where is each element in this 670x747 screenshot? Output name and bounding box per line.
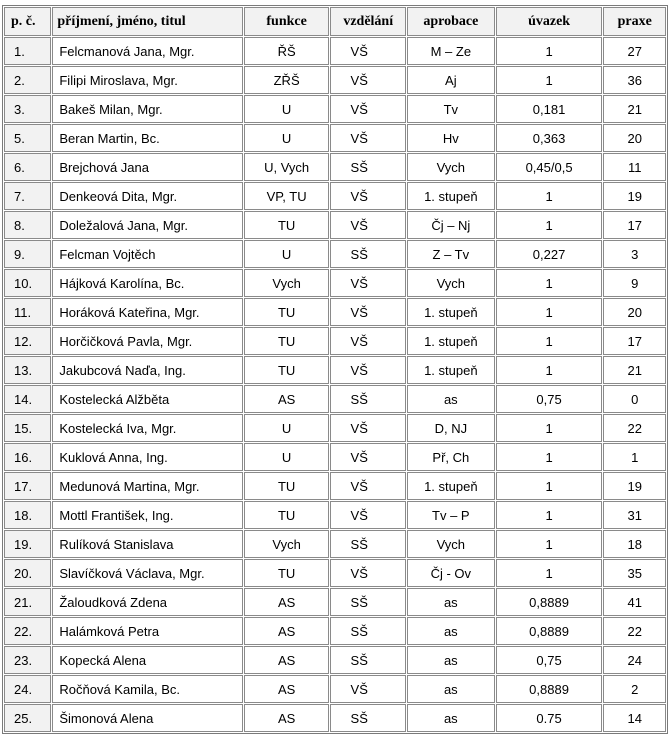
cell-name: Jakubcová Naďa, Ing. <box>52 356 242 384</box>
table-row <box>4 646 666 674</box>
cell-vzdelani: VŠ <box>330 327 406 355</box>
cell-funkce: AS <box>244 385 330 413</box>
cell-name: Horčičková Pavla, Mgr. <box>52 327 242 355</box>
cell-name: Medunová Martina, Mgr. <box>52 472 242 500</box>
cell-name: Denkeová Dita, Mgr. <box>52 182 242 210</box>
cell-no: 18. <box>4 501 51 529</box>
table-row <box>4 443 666 471</box>
cell-uvazek: 1 <box>496 501 603 529</box>
header-aprobace: aprobace <box>407 7 495 36</box>
cell-name: Kopecká Alena <box>52 646 242 674</box>
cell-name: Kuklová Anna, Ing. <box>52 443 242 471</box>
cell-funkce: ZŘŠ <box>244 66 330 94</box>
cell-praxe: 17 <box>603 211 666 239</box>
cell-name: Halámková Petra <box>52 617 242 645</box>
table-row <box>4 298 666 326</box>
cell-aprobace: Př, Ch <box>407 443 495 471</box>
table-row <box>4 240 666 268</box>
cell-praxe: 11 <box>603 153 666 181</box>
cell-vzdelani: VŠ <box>330 443 406 471</box>
cell-vzdelani: VŠ <box>330 269 406 297</box>
cell-funkce: AS <box>244 675 330 703</box>
table-row <box>4 559 666 587</box>
cell-aprobace: 1. stupeň <box>407 356 495 384</box>
table-row <box>4 182 666 210</box>
cell-uvazek: 0,181 <box>496 95 603 123</box>
cell-aprobace: Vych <box>407 153 495 181</box>
cell-aprobace: as <box>407 617 495 645</box>
cell-uvazek: 0,8889 <box>496 588 603 616</box>
cell-name: Slavíčková Václava, Mgr. <box>52 559 242 587</box>
cell-uvazek: 0,227 <box>496 240 603 268</box>
cell-aprobace: Vych <box>407 530 495 558</box>
cell-name: Hájková Karolína, Bc. <box>52 269 242 297</box>
cell-vzdelani: VŠ <box>330 559 406 587</box>
cell-no: 8. <box>4 211 51 239</box>
cell-aprobace: as <box>407 588 495 616</box>
cell-uvazek: 0.75 <box>496 704 603 732</box>
cell-praxe: 1 <box>603 443 666 471</box>
table-row <box>4 472 666 500</box>
cell-praxe: 9 <box>603 269 666 297</box>
cell-name: Horáková Kateřina, Mgr. <box>52 298 242 326</box>
cell-aprobace: 1. stupeň <box>407 327 495 355</box>
cell-no: 2. <box>4 66 51 94</box>
cell-no: 9. <box>4 240 51 268</box>
cell-funkce: TU <box>244 559 330 587</box>
cell-vzdelani: VŠ <box>330 182 406 210</box>
cell-uvazek: 1 <box>496 66 603 94</box>
cell-funkce: Vych <box>244 530 330 558</box>
cell-vzdelani: SŠ <box>330 704 406 732</box>
cell-name: Beran Martin, Bc. <box>52 124 242 152</box>
cell-aprobace: Tv – P <box>407 501 495 529</box>
cell-name: Kostelecká Alžběta <box>52 385 242 413</box>
cell-vzdelani: VŠ <box>330 298 406 326</box>
cell-vzdelani: VŠ <box>330 414 406 442</box>
table-row <box>4 211 666 239</box>
cell-no: 16. <box>4 443 51 471</box>
cell-funkce: Vych <box>244 269 330 297</box>
cell-uvazek: 1 <box>496 530 603 558</box>
cell-funkce: AS <box>244 704 330 732</box>
cell-no: 12. <box>4 327 51 355</box>
cell-praxe: 17 <box>603 327 666 355</box>
header-praxe: praxe <box>603 7 666 36</box>
cell-vzdelani: VŠ <box>330 211 406 239</box>
cell-no: 21. <box>4 588 51 616</box>
table-row <box>4 153 666 181</box>
table-row <box>4 66 666 94</box>
cell-praxe: 0 <box>603 385 666 413</box>
cell-name: Bakeš Milan, Mgr. <box>52 95 242 123</box>
table-row <box>4 617 666 645</box>
cell-praxe: 20 <box>603 298 666 326</box>
header-funkce: funkce <box>244 7 330 36</box>
cell-funkce: VP, TU <box>244 182 330 210</box>
cell-name: Kostelecká Iva, Mgr. <box>52 414 242 442</box>
cell-name: Felcmanová Jana, Mgr. <box>52 37 242 65</box>
cell-name: Felcman Vojtěch <box>52 240 242 268</box>
cell-no: 13. <box>4 356 51 384</box>
header-name: příjmení, jméno, titul <box>52 7 242 36</box>
cell-vzdelani: SŠ <box>330 588 406 616</box>
cell-aprobace: Hv <box>407 124 495 152</box>
staff-table <box>2 5 668 734</box>
cell-no: 24. <box>4 675 51 703</box>
table-row <box>4 530 666 558</box>
cell-praxe: 21 <box>603 95 666 123</box>
cell-vzdelani: SŠ <box>330 617 406 645</box>
cell-no: 10. <box>4 269 51 297</box>
cell-aprobace: as <box>407 675 495 703</box>
cell-vzdelani: SŠ <box>330 530 406 558</box>
table-row <box>4 675 666 703</box>
cell-aprobace: M – Ze <box>407 37 495 65</box>
table-header-row <box>4 7 666 36</box>
cell-praxe: 19 <box>603 472 666 500</box>
cell-uvazek: 1 <box>496 182 603 210</box>
cell-praxe: 19 <box>603 182 666 210</box>
cell-aprobace: D, NJ <box>407 414 495 442</box>
cell-praxe: 41 <box>603 588 666 616</box>
cell-praxe: 22 <box>603 414 666 442</box>
cell-name: Ročňová Kamila, Bc. <box>52 675 242 703</box>
table-row <box>4 269 666 297</box>
cell-funkce: ŘŠ <box>244 37 330 65</box>
cell-funkce: TU <box>244 327 330 355</box>
cell-funkce: U <box>244 240 330 268</box>
cell-uvazek: 1 <box>496 559 603 587</box>
cell-vzdelani: VŠ <box>330 472 406 500</box>
cell-uvazek: 1 <box>496 356 603 384</box>
cell-aprobace: Vych <box>407 269 495 297</box>
cell-funkce: AS <box>244 588 330 616</box>
staff-table-container <box>2 5 668 734</box>
cell-uvazek: 1 <box>496 269 603 297</box>
table-row <box>4 414 666 442</box>
cell-vzdelani: SŠ <box>330 240 406 268</box>
cell-no: 17. <box>4 472 51 500</box>
cell-uvazek: 1 <box>496 327 603 355</box>
header-uvazek: úvazek <box>496 7 603 36</box>
cell-no: 19. <box>4 530 51 558</box>
cell-uvazek: 0,45/0,5 <box>496 153 603 181</box>
cell-funkce: U <box>244 414 330 442</box>
cell-no: 25. <box>4 704 51 732</box>
cell-aprobace: Aj <box>407 66 495 94</box>
cell-praxe: 3 <box>603 240 666 268</box>
cell-name: Šimonová Alena <box>52 704 242 732</box>
cell-aprobace: Tv <box>407 95 495 123</box>
table-row <box>4 588 666 616</box>
cell-funkce: TU <box>244 472 330 500</box>
cell-no: 11. <box>4 298 51 326</box>
cell-praxe: 20 <box>603 124 666 152</box>
cell-aprobace: as <box>407 704 495 732</box>
cell-uvazek: 1 <box>496 37 603 65</box>
cell-praxe: 21 <box>603 356 666 384</box>
table-row <box>4 385 666 413</box>
cell-vzdelani: VŠ <box>330 37 406 65</box>
cell-aprobace: 1. stupeň <box>407 182 495 210</box>
cell-aprobace: Čj - Ov <box>407 559 495 587</box>
cell-no: 3. <box>4 95 51 123</box>
cell-praxe: 2 <box>603 675 666 703</box>
cell-funkce: U <box>244 124 330 152</box>
cell-vzdelani: VŠ <box>330 356 406 384</box>
cell-aprobace: Z – Tv <box>407 240 495 268</box>
cell-aprobace: Čj – Nj <box>407 211 495 239</box>
cell-funkce: U <box>244 95 330 123</box>
cell-uvazek: 1 <box>496 443 603 471</box>
cell-funkce: AS <box>244 646 330 674</box>
cell-uvazek: 0,75 <box>496 385 603 413</box>
table-row <box>4 95 666 123</box>
table-row <box>4 704 666 732</box>
table-row <box>4 37 666 65</box>
cell-no: 7. <box>4 182 51 210</box>
cell-praxe: 22 <box>603 617 666 645</box>
cell-no: 20. <box>4 559 51 587</box>
cell-name: Brejchová Jana <box>52 153 242 181</box>
cell-vzdelani: SŠ <box>330 385 406 413</box>
table-row <box>4 356 666 384</box>
cell-praxe: 35 <box>603 559 666 587</box>
cell-no: 1. <box>4 37 51 65</box>
cell-uvazek: 0,363 <box>496 124 603 152</box>
cell-funkce: TU <box>244 211 330 239</box>
cell-uvazek: 0,8889 <box>496 617 603 645</box>
cell-uvazek: 1 <box>496 414 603 442</box>
cell-vzdelani: VŠ <box>330 501 406 529</box>
cell-name: Doležalová Jana, Mgr. <box>52 211 242 239</box>
cell-name: Rulíková Stanislava <box>52 530 242 558</box>
cell-aprobace: 1. stupeň <box>407 472 495 500</box>
cell-praxe: 31 <box>603 501 666 529</box>
cell-funkce: TU <box>244 501 330 529</box>
cell-praxe: 27 <box>603 37 666 65</box>
cell-aprobace: as <box>407 646 495 674</box>
cell-vzdelani: SŠ <box>330 153 406 181</box>
cell-vzdelani: VŠ <box>330 66 406 94</box>
cell-name: Žaloudková Zdena <box>52 588 242 616</box>
cell-no: 5. <box>4 124 51 152</box>
cell-aprobace: as <box>407 385 495 413</box>
cell-name: Mottl František, Ing. <box>52 501 242 529</box>
cell-uvazek: 1 <box>496 211 603 239</box>
table-row <box>4 124 666 152</box>
table-row <box>4 501 666 529</box>
cell-aprobace: 1. stupeň <box>407 298 495 326</box>
cell-vzdelani: VŠ <box>330 675 406 703</box>
cell-vzdelani: VŠ <box>330 124 406 152</box>
table-row <box>4 327 666 355</box>
cell-uvazek: 1 <box>496 472 603 500</box>
cell-praxe: 36 <box>603 66 666 94</box>
cell-funkce: AS <box>244 617 330 645</box>
cell-no: 15. <box>4 414 51 442</box>
cell-praxe: 24 <box>603 646 666 674</box>
cell-uvazek: 0,75 <box>496 646 603 674</box>
cell-funkce: U, Vych <box>244 153 330 181</box>
cell-praxe: 18 <box>603 530 666 558</box>
cell-no: 22. <box>4 617 51 645</box>
cell-praxe: 14 <box>603 704 666 732</box>
cell-no: 14. <box>4 385 51 413</box>
cell-no: 23. <box>4 646 51 674</box>
table-body <box>4 37 666 732</box>
header-vzdelani: vzdělání <box>330 7 406 36</box>
cell-name: Filipi Miroslava, Mgr. <box>52 66 242 94</box>
cell-uvazek: 1 <box>496 298 603 326</box>
cell-uvazek: 0,8889 <box>496 675 603 703</box>
cell-funkce: TU <box>244 298 330 326</box>
cell-vzdelani: VŠ <box>330 95 406 123</box>
cell-no: 6. <box>4 153 51 181</box>
cell-vzdelani: SŠ <box>330 646 406 674</box>
header-no: p. č. <box>4 7 51 36</box>
cell-funkce: U <box>244 443 330 471</box>
cell-funkce: TU <box>244 356 330 384</box>
